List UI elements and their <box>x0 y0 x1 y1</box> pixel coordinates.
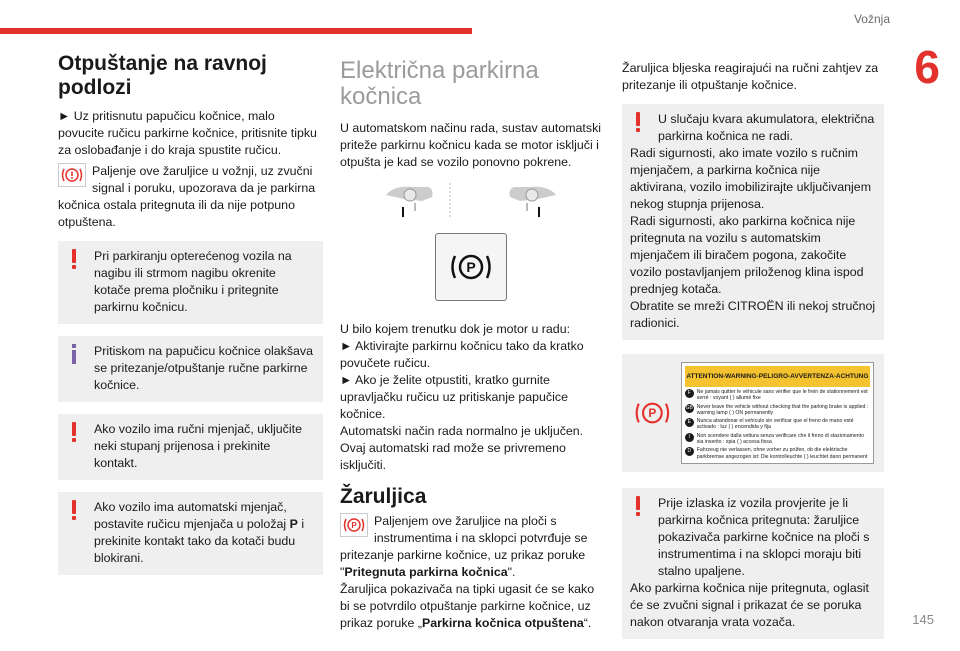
lamp-title: Žaruljica <box>340 485 427 508</box>
step-text: ► Aktivirajte parkirnu kočnicu tako da kratko povučete ručicu. <box>340 339 584 370</box>
step-text: ► Ako je želite otpustiti, kratko gurnite upravljačku ručicu uz pritiskanje papučice kočnice. <box>340 373 568 421</box>
exclamation-icon <box>72 422 78 442</box>
body-text: U bilo kojem trenutku dok je motor u radu: <box>340 322 571 336</box>
intro-text: Žaruljica bljeska reagirajući na ručni zahtjev za pritezanje ili otpuštanje kočnice. <box>622 61 879 92</box>
warning-text: Obratite se mreži CITROËN ili nekoj stručnoj radionici. <box>630 299 876 330</box>
steering-illustration <box>340 183 602 219</box>
info-icon <box>72 344 76 364</box>
column-1 <box>58 52 323 587</box>
exclamation-icon <box>636 112 642 132</box>
warning-text: Ako vozilo ima ručni mjenjač, uključite neki stupanj prijenosa i prekinite kontakt. <box>94 422 302 470</box>
sticker-row: E Nunca abandonar el vehículo sin verificar que el freno de mano esté activado : luz ( ) encendida y fija <box>685 418 870 431</box>
warning-box <box>58 492 323 575</box>
warning-text: U slučaju kvara akumulatora, električna parkirna kočnica ne radi. <box>658 112 875 143</box>
lamp-paragraph: P Paljenjem ove žaruljice na ploči s instrumentima i na sklopci potvrđuje se pritezanje parkirne kočnice, uz prikaz poruke "Pritegnuta parkirna kočnica". <box>340 514 588 579</box>
chapter-progress-bar <box>0 28 472 34</box>
warning-text: Radi sigurnosti, ako imate vozilo s ručnim mjenjačem, a parkirna kočnica nije aktivirana, vozilo imobilizirajte uključivanjem nekog stupnja prijenosa. <box>630 146 872 211</box>
warning-box <box>622 488 884 639</box>
svg-text:P: P <box>351 521 357 530</box>
warning-box <box>58 414 323 480</box>
warning-label-illustration <box>622 354 884 472</box>
warning-text: Ako parkirna kočnica nije pritegnuta, oglasit će se zvučni signal i prikazat će se poruka nakon otvaranja vrata vozača. <box>630 580 869 629</box>
intro-text: U automatskom načinu rada, sustav automatski priteže parkirnu kočnicu kada se motor isključi i otpušta je kad se vozilo ponovno pokrene. <box>340 121 602 169</box>
section-title: Električna parkirna kočnica <box>340 57 539 110</box>
sticker-row: GB Never leave the vehicle without checking that the parking brake is applied : warning lamp ( ) ON permanently <box>685 403 869 416</box>
section-name: Vožnja <box>853 12 890 26</box>
step-text: ► Uz pritisnutu papučicu kočnice, malo povucite ručicu parkirne kočnice, pritisnite tipku za oslobađanje i do kraja spustite ručicu. <box>58 109 317 157</box>
warning-box <box>58 241 323 324</box>
info-box <box>58 336 323 402</box>
chapter-number: 6 <box>914 41 940 93</box>
body-text: Automatski način rada normalno je uključen. Ovaj automatski rad može se privremeno isključiti. <box>340 424 584 472</box>
sticker-row: F Ne jamais quitter le véhicule sans vérifier que le frein de stationnement est serré : voyant ( ) allumé fixe <box>685 389 870 402</box>
info-text: Pritiskom na papučicu kočnice olakšava se pritezanje/otpuštanje ručne parkirne kočnice. <box>94 344 314 392</box>
lamp-text: Paljenje ove žaruljice u vožnji, uz zvučni signal i poruku, upozorava da je parkirna kočnica ostala pritegnuta ili da nije potpuno otpuštena. <box>58 164 316 229</box>
sticker-row: I Non scendere dalla vettura senza verificare che il freno di stazionamento sia inserito : spia ( ) accesa fissa <box>685 433 870 446</box>
parking-brake-icon <box>340 513 368 537</box>
page-number: 145 <box>912 612 934 627</box>
svg-text:P: P <box>648 406 657 421</box>
parking-brake-icon <box>435 233 507 301</box>
parking-brake-icon <box>632 395 673 431</box>
lamp-paragraph <box>58 163 323 231</box>
warning-box <box>622 104 884 340</box>
warning-text: Radi sigurnosti, ako parkirna kočnica nije pritegnuta na vozilu s automatskim mjenjačem ili biračem pogona, zakočite vozilo postavljanjem priloženog klina ispod prednjeg kotača. <box>630 214 864 296</box>
exclamation-icon <box>72 500 78 520</box>
brake-warning-icon <box>58 163 86 187</box>
section-title: Otpuštanje na ravnoj podlozi <box>58 52 267 99</box>
warning-text: Ako vozilo ima automatski mjenjač, postavite ručicu mjenjača u položaj P i prekinite kontakt tako da kotači budu blokirani. <box>94 500 305 565</box>
column-2 <box>340 58 602 632</box>
exclamation-icon <box>636 496 642 516</box>
sticker-row: D Fahrzeug nie verlassen, ohne vorher zu prüfen, ob die elektrische parkbremse angezogen ist: Die kontrolleuchte ( ) leuchtet dann permanent <box>685 447 870 460</box>
warning-text: Prije izlaska iz vozila provjerite je li parkirna kočnica pritegnuta: žaruljice pokazivača parkirne kočnice na ploči s instrumentima i na sklopci moraju biti stalno upaljene. <box>658 495 870 578</box>
svg-text:P: P <box>466 259 476 275</box>
exclamation-icon <box>72 249 78 269</box>
warning-sticker <box>681 362 874 464</box>
sticker-heading: ATTENTION-WARNING-PELIGRO-AVVERTENZA-ACHTUNG <box>685 366 870 387</box>
warning-text: Pri parkiranju opterećenog vozila na nagibu ili strmom nagibu okrenite kotače prema pločniku i pritegnite parkirnu kočnicu. <box>94 249 292 314</box>
steering-wheel-icon <box>384 183 464 219</box>
column-3 <box>622 60 884 651</box>
body-text: Žaruljica pokazivača na tipki ugasit će se kako bi se potvrdilo otpuštanje parkirne kočnice, uz prikaz poruke „Parkirna kočnica otpuštena“. <box>340 582 595 630</box>
steering-wheel-icon <box>478 183 558 219</box>
